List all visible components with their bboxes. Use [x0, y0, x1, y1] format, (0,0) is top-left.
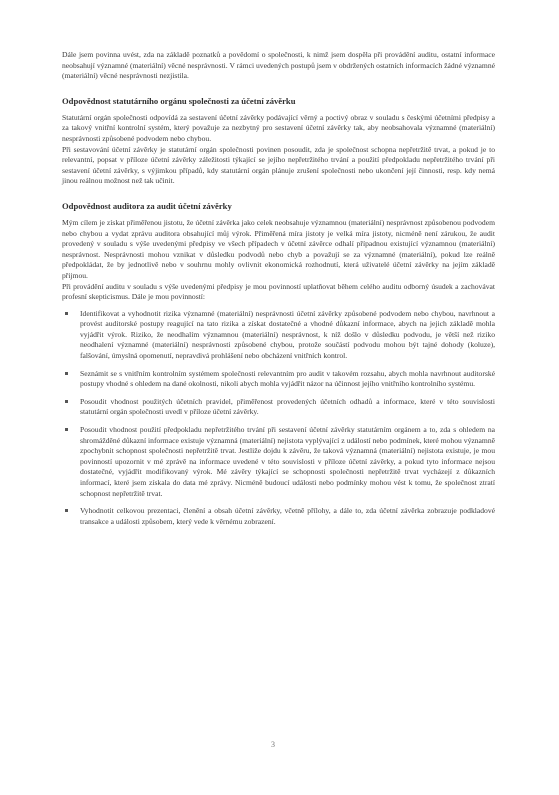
page-number: 3: [271, 740, 275, 749]
intro-paragraph: Dále jsem povinna uvést, zda na základě poznatků a povědomí o společnosti, k nimž jsem dospěla při provádění auditu, ostatní informace neobsahují významné (materiální) věcné nesprávnosti. V rámci uvedených postupů jsem v obdržených ostatních informacích žádné významné (materiální) věcné nesprávnosti nezjistila.: [62, 50, 495, 81]
statutory-paragraph-1: Statutární orgán společnosti odpovídá za sestavení účetní závěrky podávající věrný a poctivý obraz v souladu s českými účetními předpisy a za takový vnitřní kontrolní systém, který považuje za nezbytný pro sestavení účetní závěrky tak, aby neobsahovala významné (materiální) nesprávnosti způsobené podvodem nebo chybou.: [62, 112, 495, 143]
statutory-paragraph-2: Při sestavování účetní závěrky je statutární orgán společnosti povinen posoudit, zda je společnost schopna nepřetržitě trvat, a pokud je to relevantní, popsat v příloze účetní závěrky záležitosti týkající se jejího nepřetržitého trvání a použití předpokladu nepřetržitého trvání při sestavení účetní závěrky, s výjimkou případů, kdy statutární orgán plánuje zrušení společnosti nebo ukončení její činnosti, resp. kdy nemá jinou reálnou možnost než tak učinit.: [62, 144, 495, 186]
auditor-section: [62, 201, 495, 527]
auditor-paragraph-2: Při provádění auditu v souladu s výše uvedenými předpisy je mou povinností uplatňovat během celého auditu odborný úsudek a zachovávat profesní skepticismus. Dále je mou povinností:: [62, 281, 495, 302]
bullet-icon: [65, 400, 68, 403]
list-item: Posoudit vhodnost použití předpokladu nepřetržitého trvání při sestavení účetní závěrky statutárním orgánem a to, zda s ohledem na shromážděné důkazní informace existuje významná (materiální) nejistota vyplývající z událostí nebo podmínek, které mohou významně zpochybnit schopnost společnosti nepřetržitě trvat. Jestliže dojdu k závěru, že taková významná (materiální) nejistota existuje, je mou povinností upozornit v mé zprávě na informace uvedené v této souvislosti v příloze účetní závěrky, a pokud tyto informace nejsou dostatečné, vyjádřit modifikovaný výrok. Mé závěry týkající se schopnosti společnosti nepřetržitě trvat vycházejí z důkazních informací, které jsem získala do data mé zprávy. Nicméně budoucí události nebo podmínky mohou vést k tomu, že společnost ztratí schopnost nepřetržitě trvat.: [62, 425, 495, 499]
auditor-heading: Odpovědnost auditora za audit účetní závěrky: [62, 200, 232, 211]
list-item: Vyhodnotit celkovou prezentaci, členění a obsah účetní závěrky, včetně přílohy, a dále to, zda účetní závěrka zobrazuje podkladové transakce a události způsobem, který vede k věrnému zobrazení.: [62, 506, 495, 527]
bullet-icon: [65, 509, 68, 512]
list-item: Seznámit se s vnitřním kontrolním systémem společnosti relevantním pro audit v takovém rozsahu, abych mohla navrhnout auditorské postupy vhodné s ohledem na dané okolnosti, nikoli abych mohla vyjádřit názor na účinnost jejího vnitřního kontrolního systému.: [62, 369, 495, 390]
statutory-section: [62, 96, 495, 187]
bullet-icon: [65, 312, 68, 315]
statutory-heading: Odpovědnost statutárního orgánu společnosti za účetní závěrku: [62, 95, 296, 106]
bullet-icon: [65, 372, 68, 375]
auditor-duties-list: [62, 309, 495, 528]
list-item: Identifikovat a vyhodnotit rizika významné (materiální) nesprávnosti účetní závěrky způsobené podvodem nebo chybou, navrhnout a provést auditorské postupy reagující na tato rizika a získat dostatečné a vhodné důkazní informace, abych na jejich základě mohla vyjádřit výrok. Riziko, že neodhalím významnou (materiální) nesprávnost, k níž došlo v důsledku podvodu, je větší než riziko neodhalení významné (materiální) nesprávnosti způsobené chybou, protože součástí podvodu mohou být tajné dohody (koluze), falšování, úmyslná opomenutí, nepravdivá prohlášení nebo obcházení vnitřních kontrol.: [62, 309, 495, 362]
list-item: Posoudit vhodnost použitých účetních pravidel, přiměřenost provedených účetních odhadů a informace, které v této souvislosti statutární orgán společnosti uvedl v příloze účetní závěrky.: [62, 397, 495, 418]
bullet-icon: [65, 428, 68, 431]
auditor-paragraph-1: Mým cílem je získat přiměřenou jistotu, že účetní závěrka jako celek neobsahuje významnou (materiální) nesprávnost způsobenou podvodem nebo chybou a vydat zprávu auditora obsahující můj výrok. Přiměřená míra jistoty je velká míra jistoty, nicméně není zárukou, že audit provedený v souladu s výše uvedenými předpisy ve všech případech v účetní závěrce odhalí případnou existující významnou (materiální) nesprávnost. Nesprávnosti mohou vznikat v důsledku podvodů nebo chyb a považují se za významné (materiální), pokud lze reálně předpokládat, že by jednotlivě nebo v souhrnu mohly ovlivnit ekonomická rozhodnutí, která uživatelé účetní závěrky na jejím základě přijmou.: [62, 217, 495, 280]
